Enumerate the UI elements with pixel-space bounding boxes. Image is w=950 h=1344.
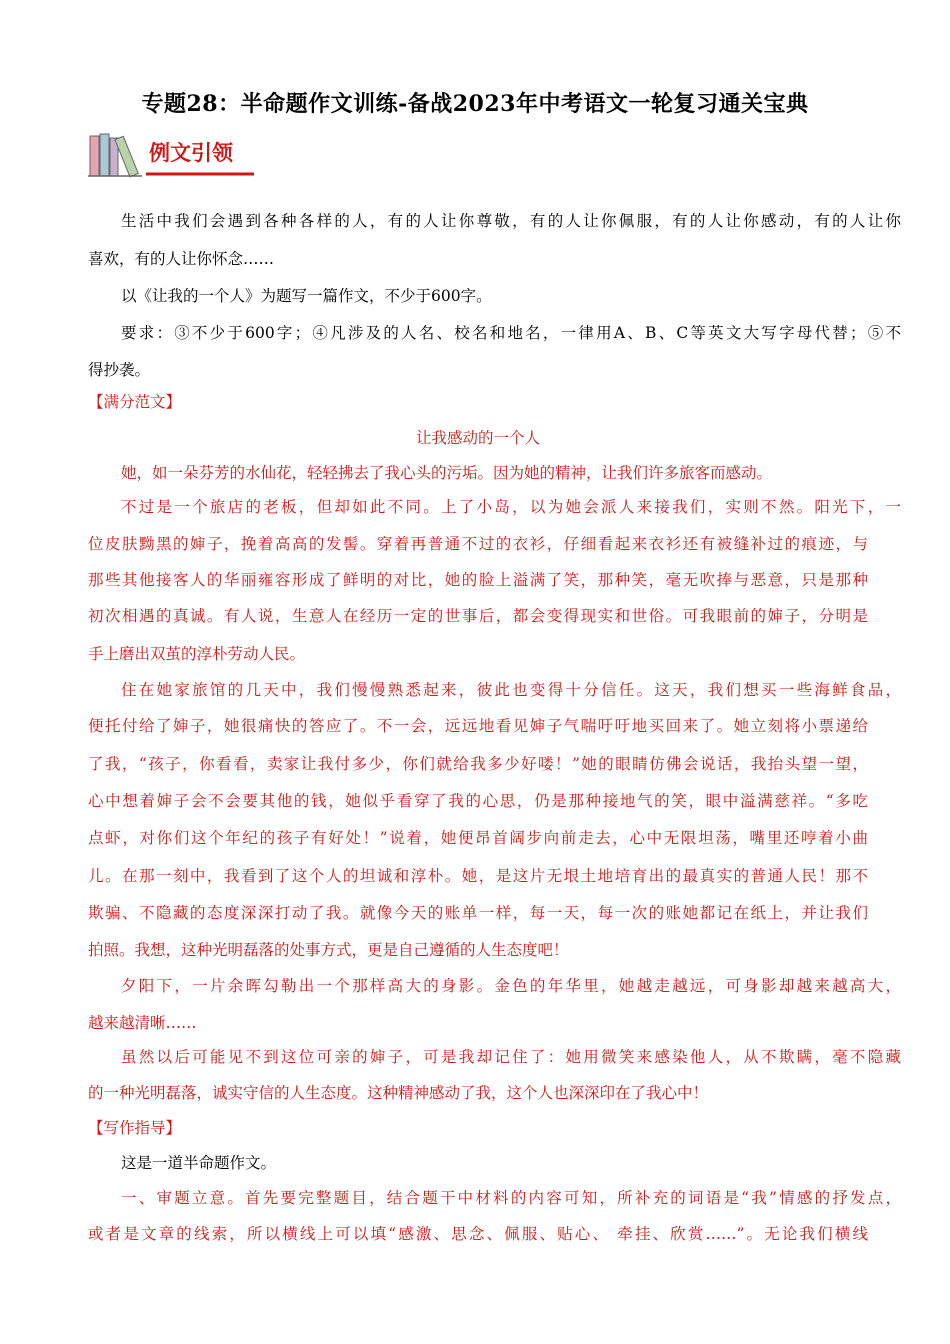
essay-line: 欺骗、不隐藏的态度深深打动了我。就像今天的账单一样，每一天，每一次的账她都记在纸上，并让我们 [88,904,868,922]
prompt-line: 得抄袭。 [88,361,151,379]
essay-line: 手上磨出双茧的淳朴劳动人民。 [88,645,306,663]
essay-line: 点虾，对你们这个年纪的孩子有好处！”说着，她便昂首阔步向前走去，心中无限坦荡，嘴里还哼着小曲 [88,829,868,847]
guide-line: 这是一道半命题作文。 [121,1154,277,1172]
essay-line: 那些其他接客人的华丽雍容形成了鲜明的对比，她的脸上溢满了笑，那种笑，毫无吹捧与恶意，只是那种 [88,571,868,589]
essay-line: 虽然以后可能见不到这位可亲的婶子，可是我却记住了：她用微笑来感染他人，从不欺瞒，毫不隐藏 [121,1048,901,1066]
prompt-line: 生活中我们会遇到各种各样的人，有的人让你尊敬，有的人让你佩服，有的人让你感动，有的人让你 [121,212,901,230]
essay-line: 初次相遇的真诚。有人说，生意人在经历一定的世事后，都会变得现实和世俗。可我眼前的婶子，分明是 [88,607,868,625]
page-title: 专题28：半命题作文训练-备战2023年中考语文一轮复习通关宝典 [141,91,809,117]
essay-line: 儿。在那一刻中，我看到了这个人的坦诚和淳朴。她，是这片无垠土地培育出的最真实的普通人民！那不 [88,867,868,885]
essay-line: 她，如一朵芬芳的水仙花，轻轻拂去了我心头的污垢。因为她的精神，让我们许多旅客而感动。 [121,464,773,482]
sample-heading: 【满分范文】 [88,393,182,411]
essay-line: 夕阳下，一片余晖勾勒出一个那样高大的身影。金色的年华里，她越走越远，可身影却越来越高大， [121,977,901,995]
banner-label: 例文引领 [149,140,233,165]
essay-line: 住在她家旅馆的几天中，我们慢慢熟悉起来，彼此也变得十分信任。这天，我们想买一些海鲜食品， [121,681,901,699]
essay-line: 位皮肤黝黑的婶子，挽着高高的发髻。穿着再普通不过的衣衫，仔细看起来衣衫还有被缝补过的痕迹，与 [88,535,868,553]
guide-line: 一、审题立意。首先要完整题目，结合题干中材料的内容可知，所补充的词语是“我”情感的抒发点， [121,1189,901,1207]
prompt-line: 以《让我的一个人》为题写一篇作文，不少于600字。 [121,287,492,305]
books-icon [88,130,258,180]
essay-line: 了我，“孩子，你看看，卖家让我付多少，你们就给我多少好喽！”她的眼睛仿佛会说话，我抬头望一望， [88,755,868,773]
essay-line: 越来越清晰…… [88,1014,197,1032]
section-banner [88,130,258,180]
essay-line: 的一种光明磊落，诚实守信的人生态度。这种精神感动了我，这个人也深深印在了我心中！ [88,1084,709,1102]
prompt-line: 喜欢，有的人让你怀念…… [88,250,275,268]
guide-heading: 【写作指导】 [88,1119,182,1137]
essay-line: 心中想着婶子会不会要其他的钱，她似乎看穿了我的心思，仍是那种接地气的笑，眼中溢满慈祥。“多吃 [88,792,868,810]
essay-line: 拍照。我想，这种光明磊落的处事方式，更是自己遵循的人生态度吧！ [88,941,569,959]
essay-line: 不过是一个旅店的老板，但却如此不同。上了小岛，以为她会派人来接我们，实则不然。阳光下，一 [121,498,901,516]
essay-line: 便托付给了婶子，她很痛快的答应了。不一会，远远地看见婶子气喘吁吁地买回来了。她立刻将小票递给 [88,717,868,735]
essay-title: 让我感动的一个人 [415,429,540,447]
prompt-line: 要求：③不少于600字；④凡涉及的人名、校名和地名，一律用A、B、C等英文大写字母代替；⑤不 [121,324,901,342]
guide-line: 或者是文章的线索，所以横线上可以填“感激、思念、佩服、贴心、 牵挂、欣赏……”。无论我们横线 [88,1225,868,1243]
